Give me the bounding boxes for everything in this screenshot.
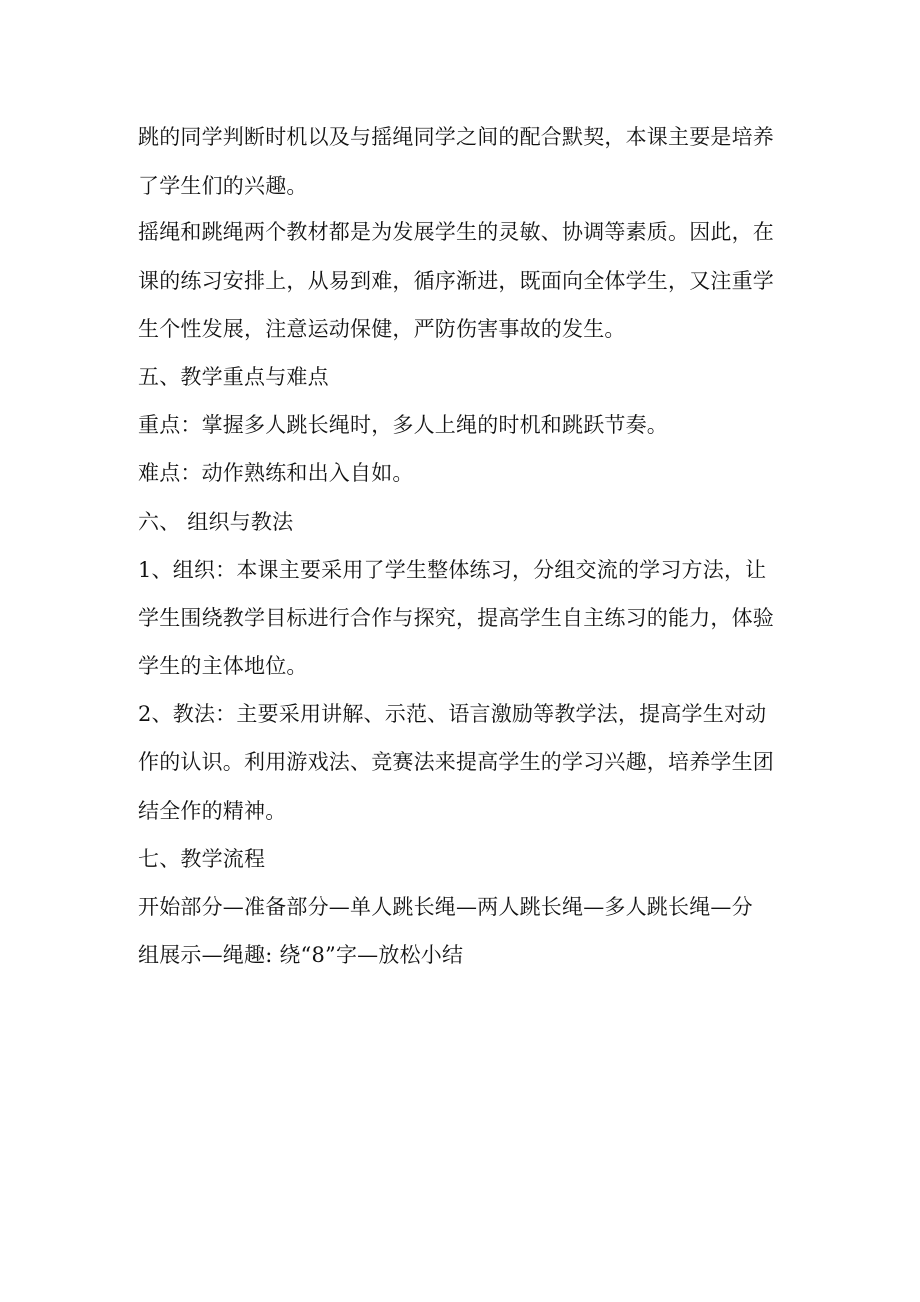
paragraph-line: 难点：动作熟练和出入自如。 — [138, 461, 414, 485]
section-heading: 五、教学重点与难点 — [138, 365, 329, 389]
paragraph-line: 生个性发展，注意运动保健，严防伤害事故的发生。 — [138, 317, 626, 341]
paragraph-line: 开始部分—准备部分—单人跳长绳—两人跳长绳—多人跳长绳—分 — [138, 895, 753, 919]
paragraph-line: 组展示—绳趣: 绕“8”字—放松小结 — [138, 943, 464, 967]
paragraph-line: 作的认识。利用游戏法、竞赛法来提高学生的学习兴趣，培养学生团 — [138, 750, 774, 774]
paragraph-line: 1、组织：本课主要采用了学生整体练习，分组交流的学习方法，让 — [138, 558, 767, 582]
paragraph-line: 结全作的精神。 — [138, 799, 287, 823]
paragraph-line: 2、教法：主要采用讲解、示范、语言激励等教学法，提高学生对动 — [138, 702, 767, 726]
paragraph-line: 跳的同学判断时机以及与摇绳同学之间的配合默契，本课主要是培养 — [138, 125, 774, 149]
paragraph-line: 摇绳和跳绳两个教材都是为发展学生的灵敏、协调等素质。因此，在 — [138, 220, 774, 244]
paragraph-line: 了学生们的兴趣。 — [138, 174, 308, 198]
paragraph-line: 课的练习安排上，从易到难，循序渐进，既面向全体学生，又注重学 — [138, 269, 774, 293]
paragraph-line: 学生的主体地位。 — [138, 654, 308, 678]
paragraph-line: 学生围绕教学目标进行合作与探究，提高学生自主练习的能力，体验 — [138, 606, 774, 630]
paragraph-line: 重点：掌握多人跳长绳时，多人上绳的时机和跳跃节奏。 — [138, 413, 668, 437]
section-heading: 七、教学流程 — [138, 847, 266, 871]
section-heading: 六、 组织与教法 — [138, 510, 294, 534]
